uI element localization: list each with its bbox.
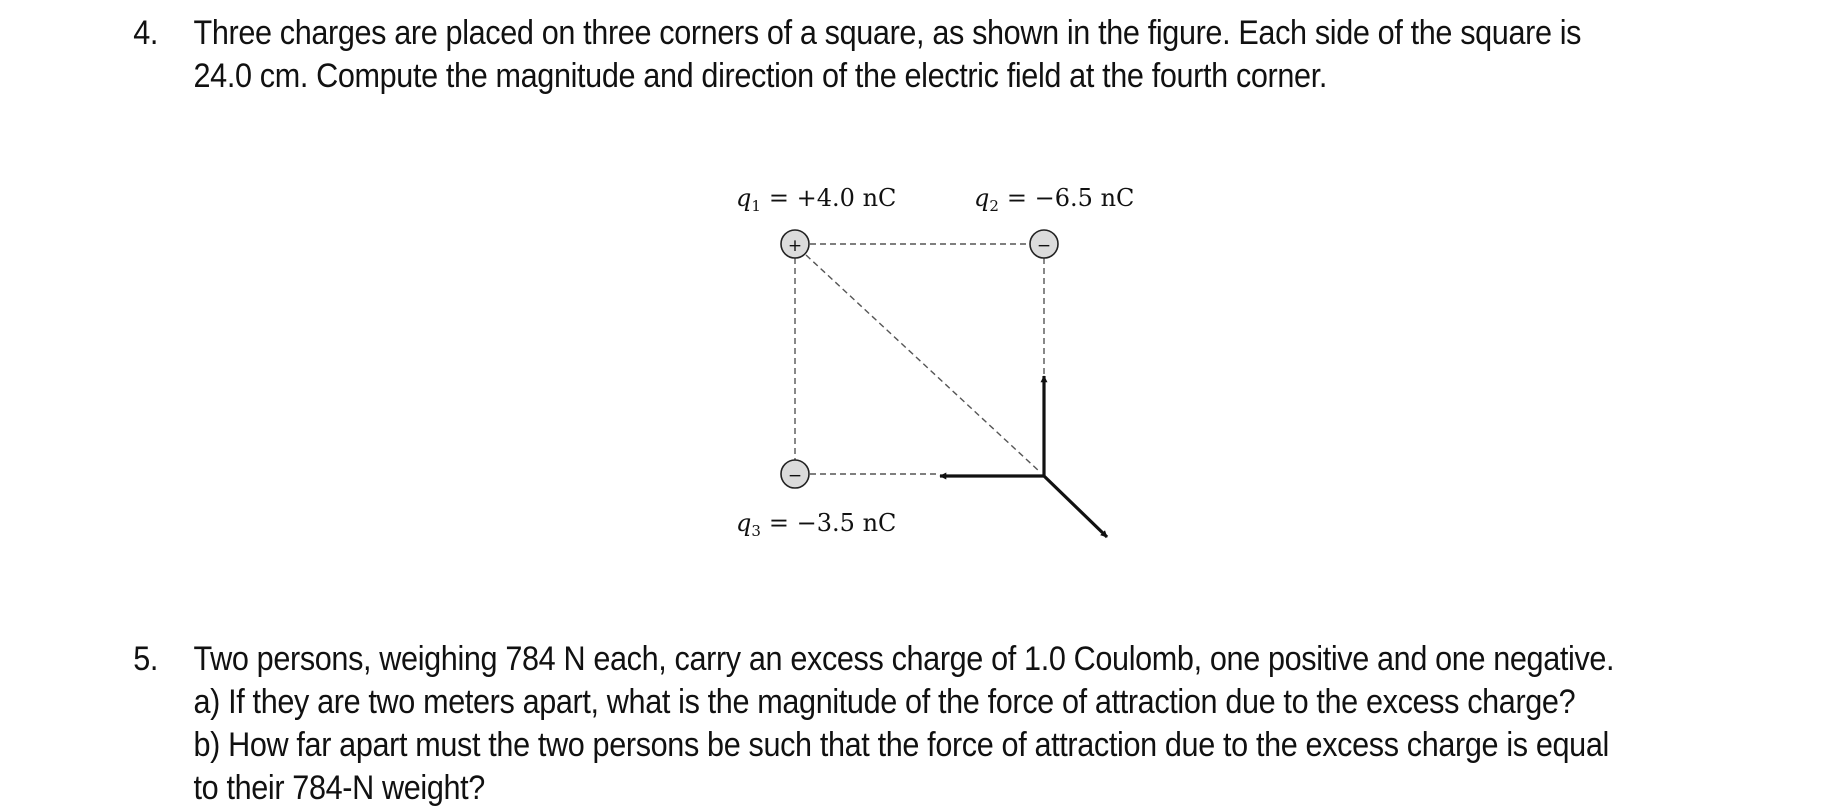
field-arrow-diagonal: [1044, 476, 1107, 537]
square-diagonal: [806, 255, 1040, 472]
charge-q3-subscript: 3: [751, 522, 761, 540]
charge-q3-label: [736, 509, 896, 540]
charge-q1-label: [736, 184, 896, 215]
charge-q2-symbol: q: [974, 184, 990, 212]
problem-5-number: 5.: [133, 640, 159, 678]
charge-q1-symbol: q: [736, 184, 752, 212]
charge-q2-value: = −6.5 nC: [1006, 184, 1135, 212]
charge-q2-label: [974, 184, 1134, 215]
problem-5-line-2: a) If they are two meters apart, what is the magnitude of the force of attraction due to the excess charge?: [193, 683, 1576, 721]
charge-q2-subscript: 2: [989, 197, 999, 215]
problem-5-line-1: Two persons, weighing 784 N each, carry an excess charge of 1.0 Coulomb, one positive and one negative.: [193, 640, 1615, 678]
charge-q3-value: = −3.5 nC: [768, 509, 897, 537]
problem-4-number: 4.: [133, 14, 159, 52]
square-dashed-outline: [795, 244, 1044, 474]
charge-q3-symbol: q: [736, 509, 752, 537]
charge-q3: [781, 460, 809, 488]
charge-q1: [781, 230, 809, 258]
charge-q1-subscript: 1: [751, 197, 761, 215]
problem-5-line-4: to their 784-N weight?: [193, 769, 485, 807]
field-vectors: [940, 376, 1107, 537]
charge-q2-sign: −: [1036, 236, 1052, 256]
problem-4-line-1: Three charges are placed on three corners of a square, as shown in the figure. Each side of the square is: [193, 14, 1582, 52]
charge-q2: [1030, 230, 1058, 258]
problem-5-line-3: b) How far apart must the two persons be such that the force of attraction due to the excess charge is equal: [193, 726, 1609, 764]
charge-q1-sign: +: [787, 236, 803, 256]
problem-4-line-2: 24.0 cm. Compute the magnitude and direction of the electric field at the fourth corner.: [193, 57, 1327, 95]
charge-q1-value: = +4.0 nC: [768, 184, 897, 212]
charge-q3-sign: −: [787, 466, 803, 486]
